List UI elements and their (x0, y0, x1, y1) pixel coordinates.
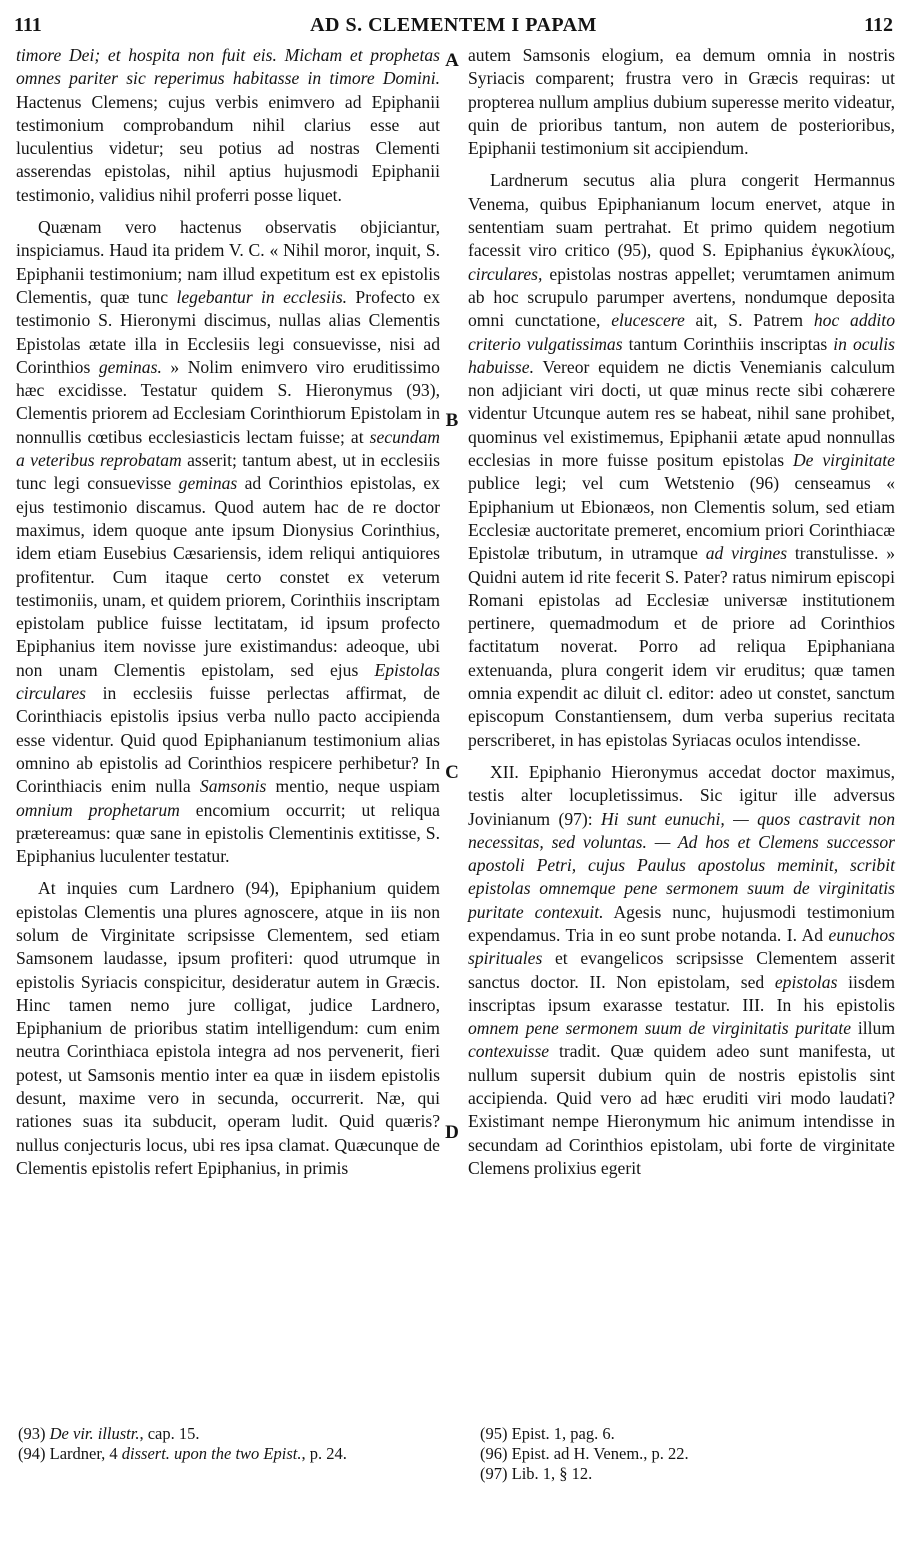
footnote-93: (93) De vir. illustr., cap. 15. (18, 1424, 200, 1443)
footnote-94: (94) Lardner, 4 dissert. upon the two Epist., p. 24. (18, 1444, 347, 1463)
footnote-96: (96) Epist. ad H. Venem., p. 22. (480, 1444, 689, 1463)
margin-letter-a: A (445, 50, 459, 71)
right-column (468, 44, 895, 1189)
margin-letter-b: B (445, 410, 459, 431)
footnotes-left (18, 1424, 438, 1464)
margin-letter-d: D (445, 1122, 459, 1143)
page-header (14, 14, 893, 44)
paragraph: autem Samsonis elogium, ea demum omnia in nostris Syriacis comparent; frustra vero in Græcis requiras: ut propterea nullum amplius dubium superesse merito videatur, quin de prioribus tantum, non autem de posterioribus, Epiphanii testimonium sit accipiendum. (468, 45, 895, 159)
paragraph: Lardnerum secutus alia plura congerit Hermannus Venema, quibus Epiphanianum locum enervet, atque in sententiam suam pertrahat. Et primo quidem negotium facessit viro critico (95), quod S. Epiphanius ἐγκυκλίους, circulares, epistolas nostras appellet; verumtamen animum ab hoc scrupulo parumper avertens, nondumque deposita omni cunctatione, elucescere ait, S. Patrem hoc addito criterio vulgatissimas tantum Corinthiis inscriptas in oculis habuisse. Vereor equidem ne dictis Venemianis calculum non adjiciant viri docti, ut quæ minus recte sibi cohærere videntur Utcunque autem res se habeat, nihil sane prohibet, quominus vel existimemus, Epiphanii ætate apud nonnullas ecclesias in more fuisse positum epistolas De virginitate publice legi; vel cum Wetstenio (96) censeamus « Epiphanium ut Ebionæos, non Clementis solum, sed etiam Ecclesiæ auctoritate premeret, encomium priori Corinthiacæ Epistolæ tributum, in utramque ad virgines transtulisse. » Quidni autem id rite fecerit S. Pater? ratus nimirum episcopi Romani epistolas ad Ecclesiæ universæ institutionem pertinere, quemadmodum et de priore ad Corinthios factitatum noverat. Porro ad reliqua Epiphaniana extenuanda, plura congerit idem vir eruditus; quæ tamen omnia expendit ac diluit cl. editor: adeo ut constet, sanctum episcopum Constantiensem, dum verba superius recitata perscriberet, in has epistolas Syriacas oculos intendisse. (468, 170, 895, 750)
footnote-97: (97) Lib. 1, § 12. (480, 1464, 593, 1483)
page-number-right: 112 (864, 14, 893, 36)
paragraph: XII. Epiphanio Hieronymus accedat doctor maximus, testis alter locupletissimus. Sic igitur ille adversus Jovinianum (97): Hi sunt eunuchi, — quos castravit non necessitas, sed voluntas. — Ad hos et Clemens successor apostoli Petri, cujus Paulus apostolus meminit, scribit epistolas omnemque pene sermonem suum de virginitatis puritate contexuit. Agesis nunc, hujusmodi testimonium expendamus. Tria in eo sunt probe notanda. I. Ad eunuchos spirituales et evangelicos scripsisse Clementem asserit sanctus doctor. II. Non epistolam, sed epistolas iisdem inscriptas ipsum exarasse testatur. III. In his epistolis omnem pene sermonem suum de virginitatis puritate illum contexuisse tradit. Quæ quidem adeo sunt manifesta, ut nullum supersit dubium quin de nostris epistolis sint accipienda. Quid vero ad hæc eruditi viri modo laudati? Existimant nempe Hieronymum hic animum intendisse in secundam ad Corinthios epistolam, ubi forte de virginitate Clemens prolixius egerit (468, 761, 896, 1178)
running-title: AD S. CLEMENTEM I PAPAM (310, 14, 597, 36)
paragraph: At inquies cum Lardnero (94), Epiphanium quidem epistolas Clementis una plures agnoscere, atque in iis non solum de Virginitate scripsisse Clementem, sed etiam Samsonem laudasse, ipsum profiteri: quod utrumque in epistolis Syriacis conspicitur, desideratur autem in Græcis. Hinc tamen nemo jure colligat, judice Lardnero, Epiphanium de prioribus statim intelligendum: cum enim neutra Corinthiaca epistola integra ad nos pervenerit, fieri potest, ut Samsonis mentio inter ea quæ in iisdem epistolis desunt, maxime vero in secunda, occurrerit. Næ, qui rationes suas ita subducit, operam ludit. Quid quæris? nullus conjecturis locus, ubi res ipsa clamat. Quæcunque de Clementis epistolis refert Epiphanius, in primis (16, 878, 440, 1178)
left-column (16, 44, 440, 1189)
footnote-95: (95) Epist. 1, pag. 6. (480, 1424, 615, 1443)
margin-letter-c: C (445, 762, 459, 783)
page-number-left: 111 (14, 14, 42, 36)
paragraph: timore Dei; et hospita non fuit eis. Micham et prophetas omnes pariter sic reperimus habitasse in timore Domini. Hactenus Clemens; cujus verbis enimvero ad Epiphanii testimonium comprobandum nihil clarius esse aut luculentius videtur; seu potius ad nostras Clementi asserendas epistolas, nihil aptius hujusmodi Epiphanii testimonio, validius nihil proferri posse liquet. (16, 45, 440, 205)
footnotes-right (480, 1424, 900, 1484)
paragraph: Quænam vero hactenus observatis objiciantur, inspiciamus. Haud ita pridem V. C. « Nihil moror, inquit, S. Epiphanii testimonium; nam illud expetitum est ex epistolis Clementis, quæ tunc legebantur in ecclesiis. Profecto ex testimonio S. Hieronymi discimus, nullas alias Clementis Epistolas ætate illa in Ecclesiis legi consuevisse, nisi ad Corinthios geminas. » Nolim enimvero viro eruditissimo hæc excidisse. Testatur quidem S. Hieronymus (93), Clementis priorem ad Ecclesiam Corinthiorum Epistolam in nonnullis cœtibus ecclesiasticis lectam fuisse; at secundam a veteribus reprobatam asserit; tantum abest, ut in ecclesiis tunc legi consuevisse geminas ad Corinthios epistolas, ex ejus testimonio discamus. Quod autem hac de re doctor maximus, idem quoque ante ipsum Dionysius Corinthius, idem etiam Eusebius Cæsariensis, idem reliqui antiquiores profitentur. Cum itaque certo constet ex veterum testimoniis, unam, et quidem priorem, Corinthiis inscriptam epistolam publice fuisse lectitatam, id ipsum profecto Epiphanius item novisse jure existimandus: adeoque, ubi non unam Clementis epistolam, sed ejus Epistolas circulares in ecclesiis fuisse perlectas affirmat, de Corinthiacis epistolis ipsius verba nullo pacto accipienda esse videntur. Quid quod Epiphanianum testimonium alias omnino ab epistolis ad Corinthios respicere perhibetur? In Corinthiacis enim nulla Samsonis mentio, neque uspiam omnium prophetarum encomium occurrit; ut reliqua prætereamus: quæ sane in epistolis Clementinis extitisse, S. Epiphanius luculenter testatur. (16, 217, 441, 867)
